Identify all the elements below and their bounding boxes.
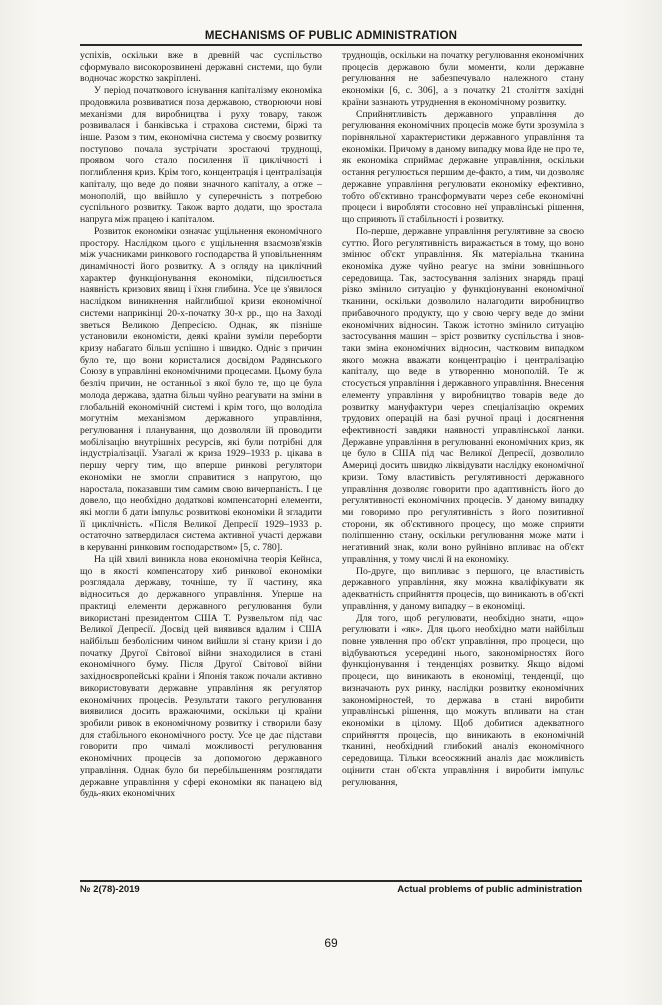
paragraph: Розвиток економіки означає ущільнення економічного простору. Наслідком цього є ущільнення взаємозв'язків між учасниками ринкового господарства й уповільненням динамічності його розвитку. А з огляду на циклічний характер функціонування економіки, підсилюється наявність кризових явищ і їхня глибина. Усе це з'явилося наслідком виникнення найглибшої кризи економічної системи наприкінці 20-х-початку 30-х рр., що на Заході зветься Великою Депресією. Однак, як пізніше установили економісти, деякі країни зуміли переборти кризу набагато більш успішно і швидко. Одніє з причин було те, що вони користалися досвідом Радянського Союзу в управлінні економічними процесами. Цьому була безліч причин, не останньої з якої було те, що це була молода держава, здатна більш чуйно реагувати на зміни в глобальній економічній системі і крім того, що володіла могутнім механізмом державного управління, регулювання і планування, що дозволяли їй проводити мобілізацію внутрішніх ресурсів, які були потрібні для індустріалізації. Узагалі ж криза 1929–1933 р. цікава в першу чергу тим, що вперше ринкові регулятори економіки не змогли справитися з напругою, що наростала, показавши тим самим свою вичерпаність. І це довело, що необхідно додаткові компенсаторні елементи, які могли б дати імпульс розвиткові економіки й згладити її циклічність. «Після Великої Депресії 1929–1933 р. остаточно затвердилася система активної участі держави в керуванні ринковим господарством» [5, с. 780]. <box>80 225 322 554</box>
running-header: MECHANISMS OF PUBLIC ADMINISTRATION <box>80 30 582 46</box>
paragraph: успіхів, оскільки вже в древній час суспільство сформувало високорозвинені державні системи, що були водночас жорстко закріплені. <box>80 50 322 85</box>
paragraph: По-перше, державне управління регулятивне за своєю суттю. Його регулятивність виражається в тому, що воно змінює об'єкт управління. Як матеріальна тканина економіка дуже чуйно реагує на зміни зовнішнього середовища. Так, застосування залізних знарядь праці різко змінило ситуацію у функціонуванні економічної тканини, оскільки дозволило налагодити виробництво прибавочного продукту, що у свою чергу веде до зміни економічних відносин. Також істотно змінило ситуацію застосування машин – зріст розвитку суспільства і знов-таки зміна економічних відносин, частковим випадком якого можна вважати концентрацію і централізацію капіталу, що веде в утворенню монополій. Те ж стосується управління і державного управління. Внесення елементу управління у виробництво товарів веде до розвитку мануфактури через спеціалізацію окремих трудових операцій на базі ручної праці і досягнення ефективності завдяки наявності управлінської ланки. Державне управління в регулюванні економічних криз, як це було в США під час Великої Депресії, дозволило Америці досить швидко ліквідувати наслідку економічної кризи. Тому властивість регулятивності державного управління дозволяє говорити про адаптивність його до регулятивності економічних процесів. У даному випадку ми говоримо про регулятивність з його позитивної сторони, як об'єктивного процесу, що може сприяти поліпшенню стану, оскільки регулювання може мати і негативний знак, коли воно руйнівно впливає на об'єкт управління, у тому числі й на економіку. <box>342 225 584 565</box>
paragraph: Для того, щоб регулювати, необхідно знати, «що» регулювати і «як». Для цього необхідно мати найбільш повне уявлення про об'єкт управління, про процеси, що відбуваються усередині нього, закономірностях його функціонування і тенденціях розвитку. Якщо відомі процеси, що виникають в економіці, тенденції, що визначають рух ринку, наслідки розвитку економічних закономірностей, то держава в стані виробити управлінські рішення, що можуть впливати на стан економіки в цілому. Щоб добитися адекватного сприйняття процесів, що виникають в економічній тканині, необхідний глибокий аналіз економічного середовища. Тільки всеосяжний аналіз дає можливість оцінити стан об'єкта управління і виробити імпульс регулювання, <box>342 612 584 788</box>
paragraph: На цій хвилі виникла нова економічна теорія Кейнса, що в якості компенсатору хиб ринкової економіки розглядала державу, точніше, ту її частину, яка відноситься до державного управління. Уперше на практиці елементи державного регулювання були використані президентом США Т. Рузвельтом під час Великої Депресії. Досвід цей виявився вдалим і США найбільш безболісним чином вийшли зі стану кризи і до початку Другої Світової війни знаходилися в стані економічного буму. Після Другої Світової війни західноєвропейські країни і Японія також почали активно використовувати державне управління як регулятор економічних процесів. Результати такого регулювання виявилися досить вражаючими, оскільки ці країни зробили ривок в економічному розвитку і створили базу для стабільного економічного росту. Усе це дає підстави говорити про чималі можливості регулювання економічних процесів за допомогою державного управління. Однак було би перебільшенням розглядати державне управління у сфері економіки як панацею від будь-яких економічних <box>80 553 322 800</box>
journal-name: Actual problems of public administration <box>397 884 582 895</box>
paragraph: Сприйнятливість державного управління до регулювання економічних процесів може бути зрозуміла з порівняльної характеристики державного управління та економіки. Причому в даному випадку мова йде не про те, як економіка сприймає державне управління, оскільки остання регулюється першим де-факто, а тим, чи дозволяє державне управління регулювати економіку ефективно, тобто об'єктивно трансформувати через себе економічні процеси і виробляти стосовно неї управлінські рішення, що сприяють її стабільності і розвитку. <box>342 108 584 226</box>
running-footer <box>80 880 582 895</box>
paragraph: труднощів, оскільки на початку регулювання економічних процесів державою були моменти, коли державне регулювання не забезпечувало належного стану економіки [6, с. 306], а з початку 21 століття західні країни зазнають утруднення в економічному розвитку. <box>342 50 584 108</box>
issue-number: № 2(78)-2019 <box>80 884 140 895</box>
right-column <box>342 50 584 878</box>
paragraph: По-друге, що випливає з першого, це властивість державного управління, яку можна кваліфікувати як адекватність сприйняття процесів, що виникають в об'єкті управління, у даному випадку – в економіці. <box>342 565 584 612</box>
left-column <box>80 50 322 878</box>
page-number: 69 <box>324 936 338 950</box>
paragraph: У період початкового існування капіталізму економіка продовжила розвиватися поза державою, створюючи нові механізми для виробництва і руху товару, також розвивалася і банківська і страхова системи, біржі та інше. Разом з тим, економічна система у своєму розвитку поступово почала зустрічати зростаючі труднощі, проявом чого стало посилення її циклічності і поглиблення криз. Крім того, концентрація і централізація капіталу, що веде до появи значного капіталу, а отже – монополій, що ввійшло у суперечність з потребою суспільного розвитку. Також варто додати, що зростала напруга між працею і капіталом. <box>80 85 322 226</box>
